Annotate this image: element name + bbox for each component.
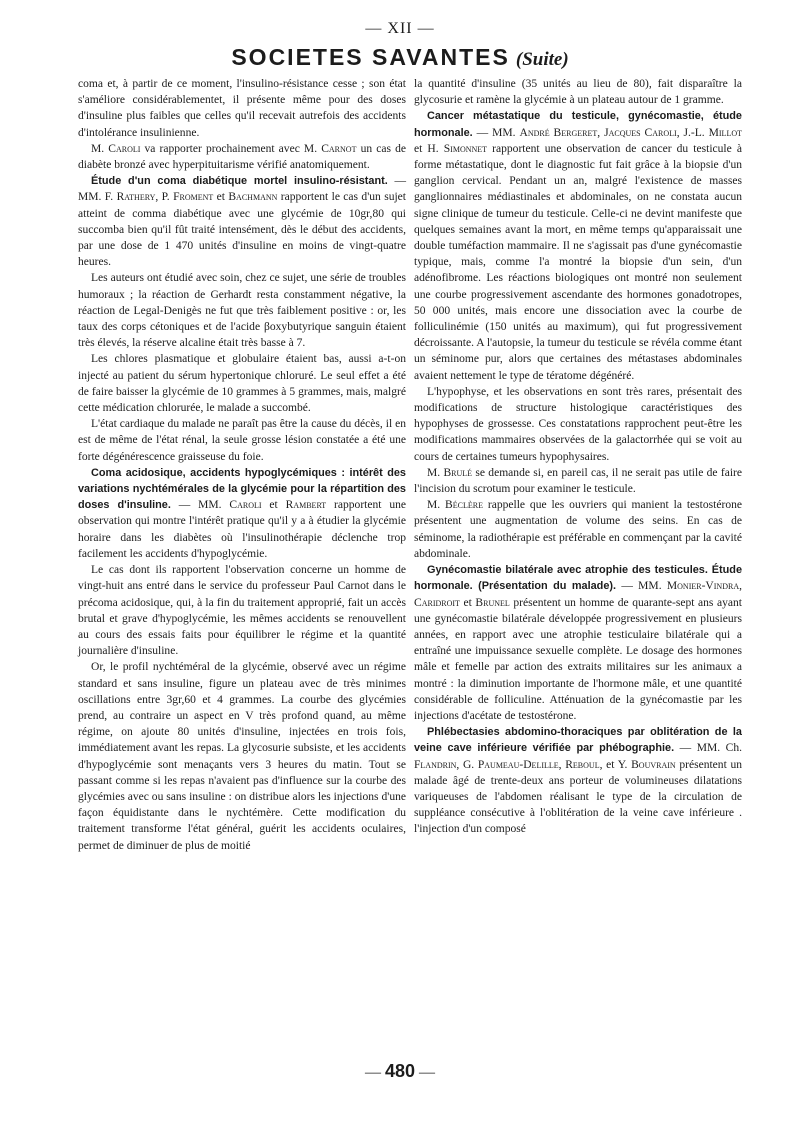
text-run: , G. <box>456 758 478 771</box>
page-number-bottom: — 480 — <box>364 1061 436 1081</box>
paragraph: coma et, à partir de ce moment, l'insulino-résistance cesse ; son état s'améliore considérablementet, il présente même pour des doses d'insuline plus faibles que celles qu'il recevait autrefois des accidents d'intolérance insulinienne. <box>78 78 406 139</box>
article-heading: Gynécomastie bilatérale avec atrophie des testicules. Étude hormonale. (Présentation du malade). <box>414 564 742 593</box>
paragraph <box>414 562 742 724</box>
section-header <box>0 44 800 71</box>
text-run: — MM. <box>616 580 667 593</box>
paragraph: Le cas dont ils rapportent l'observation concerne un homme de vingt-huit ans entré dans le service du professeur Paul Carnot dans le précoma acidosique, qui, à la fin du traitement approprié, fait un accès brutal et grave d'hypoglycémie, les mêmes accidents se renouvellent au cours des essais faits pour équilibrer le régime et la quantité journalière d'insuline. <box>78 564 406 658</box>
paragraph <box>78 173 406 270</box>
paragraph: Les auteurs ont étudié avec soin, chez ce sujet, une série de troubles humoraux ; la réaction de Gerhardt resta constamment négative, la réaction de Legal-Denigès ne fut que très faiblement positive : or, les taux des corps cétoniques et de l'acide βoxybutyrique sanguin étaient très élevés, la réserve alcaline était très basse à 7. <box>78 272 406 350</box>
text-run: rapportent le cas d'un sujet atteint de comma diabétique avec une glycémie de 10gr,80 qui succomba bien qu'il fût traité intensément, dès le début des accidents, par une dose de 1 470 unités d'insuline en moins de vingt-quatre heures. <box>78 191 407 269</box>
author-name: Simonnet <box>443 142 488 155</box>
author-name: Froment <box>173 191 214 204</box>
paragraph <box>414 497 742 562</box>
right-column <box>414 76 742 838</box>
text-run: , J.-L. <box>676 126 709 139</box>
text-run: — MM. F. <box>78 175 406 204</box>
author-name: Caroli <box>108 142 141 155</box>
text-run: et <box>213 191 229 204</box>
author-name: Bachmann <box>228 191 278 204</box>
text-run: présentent un homme de quarante-sept ans ayant une gynécomastie bilatérale développée progressivement en plusieurs années, en rapport avec une atrophie testiculaire bilatérale qui a entraîné une impuissance sexuelle complète. Le dosage des hormones mâle et femelle par action des extraits militaires sur les animaux a montré : la diminution importante de l'hormone mâle, et une quantité considérable de folliculine. Atténuation de la gynécomastie par les injections d'acétate de testostérone. <box>414 596 742 722</box>
article-heading: Cancer métastatique du testicule, gynécomastie, étude hormonale. <box>414 110 742 139</box>
page-number: 480 <box>384 1061 416 1081</box>
author-name: Rambert <box>285 499 327 512</box>
text-run: présentent un malade âgé de trente-deux ans porteur de volumineuses dilatations variqueuses de l'abdomen réalisant le type de la circulation de suppléance consécutive à l'oblitération de la veine cave inférieure . l'injection d'un composé <box>414 758 742 836</box>
text-run: , <box>558 758 566 771</box>
text-run: un cas de diabète bronzé avec hyperpituitarisme vérifié anatomiquement. <box>78 142 406 172</box>
paragraph <box>414 465 742 497</box>
author-name: André Bergeret <box>519 126 598 139</box>
text-run: — MM. <box>472 126 520 139</box>
paragraph <box>78 465 406 562</box>
author-name: Paumeau-Delille <box>477 758 559 771</box>
article-heading: Phlébectasies abdomino-thoraciques par oblitération de la veine cave inférieure vérifiée par phébographie. <box>414 726 742 755</box>
text-run: , P. <box>155 191 174 204</box>
author-name: Flandrin <box>414 758 457 771</box>
author-name: Rathery <box>116 191 156 204</box>
article-heading: Étude d'un coma diabétique mortel insulino-résistant. <box>91 175 388 188</box>
author-name: Monier-Vindra <box>666 580 740 593</box>
left-column <box>78 76 406 854</box>
paragraph <box>414 108 742 383</box>
author-name: Reboul <box>565 758 600 771</box>
paragraph: Or, le profil nychtéméral de la glycémie, observé avec un régime standard et sans insuline, figure un plateau avec de très minimes oscillations entre 3gr,60 et 4 grammes. La courbe des glycémies prend, au contraire un aspect en V très profond quand, au même régime, on ajoute 80 unités d'insuline, injectées en trois fois, immédiatement avant les repas. La glycosurie subsiste, et les accidents d'hypoglycémie sont menaçants vers 3 heures du matin. Tout se passant comme si les repas n'avaient pas d'influence sur la courbe des glycémies avec ou sans insuline : on distribue alors les injections d'une façon équidistante dans le nychtémère. Cette modification du traitement transforme l'état général, guérit les accidents oculaires, permet de diminuer de plus de moitié <box>78 661 406 852</box>
paragraph: L'hypophyse, et les observations en sont très rares, présentait des modifications de structure histologique caractéristiques des hypophyses de grossesse. Ces constatations rapprochent peut-être les modifications mammaires observées de la galactorrhée qui se voit au cours de certaines tumeurs hypophysaires. <box>414 385 742 463</box>
section-suffix: (Suite) <box>515 49 569 70</box>
text-run: — MM. <box>170 499 230 512</box>
text-run: , <box>739 580 742 593</box>
text-run: M. <box>91 142 109 155</box>
author-name: Béclère <box>445 499 483 512</box>
text-run: et <box>261 499 286 512</box>
text-run: rappelle que les ouvriers qui manient la testostérone présentent une augmentation de volume des seins. En cas de séminome, la radiothérapie est préférable en commençant par la cavité abdominale. <box>414 499 742 560</box>
author-name: Caridroit <box>414 596 460 609</box>
text-run: , <box>597 126 605 139</box>
text-run: M. <box>427 466 444 479</box>
paragraph: Les chlores plasmatique et globulaire étaient bas, aussi a-t-on injecté au patient du sérum hypertonique chloruré. Le seul effet a été de faire baisser la glycémie de 10 grammes à 5 grammes, mais, malgré cette médication chlorurée, le malade a succombé. <box>78 353 406 415</box>
text-run: — MM. Ch. <box>674 742 742 755</box>
text-run: rapportent une observation de cancer du testicule à forme métastatique, dont le diagnostic fut fait grâce à la biopsie d'un ganglion cervical. Pendant un an, malgré l'existence de masses ganglionnaires médiastinales et abdominales, on ne constata aucun signe clinique de tumeur du testicule. Celle-ci ne devint manifeste que quelques semaines avant la mort, en même temps qu'apparaissait une double tuméfaction mammaire. Il ne s'agissait pas d'une gynécomastie typique, mais, comme l'a montré la biopsie d'un sein, d'un adénofibrome. Les réactions biologiques ont montré non seulement une courbe progressivement ascendante des hormones gonadotropes, 50 000 unités, mais encore une dissociation avec la courbe de folliculinémie (150 unités au maximum), qui fut progressivement décroissante. A l'autopsie, la tumeur du testicule se révéla comme étant un séminome pur, alors que certaines des métastases abdominales avaient nettement le type de tératome dégénéré. <box>414 142 742 382</box>
text-run: et H. <box>414 142 444 155</box>
paragraph: L'état cardiaque du malade ne paraît pas être la cause du décès, il en est de même de l'état rénal, la seule grosse lésion constatée a été une forte dégénérescence graisseuse du foie. <box>78 418 406 463</box>
text-run: rapportent une observation qui montre l'intérêt pratique qu'il y a à étudier la glycémie horaire dans les diabètes où l'insulinothérapie déclenche trop facilement les accidents d'hypoglycémie. <box>78 499 407 560</box>
author-name: Carnot <box>321 142 357 155</box>
text-run: et <box>459 596 476 609</box>
author-name: Caroli <box>229 499 262 512</box>
paragraph: la quantité d'insuline (35 unités au lieu de 80), fait disparaître la glycosurie et ramène la glycémie à un plateau autour de 1 gramme. <box>414 78 742 107</box>
author-name: Bouvrain <box>631 758 676 771</box>
author-name: Millot <box>708 126 742 139</box>
paragraph <box>78 141 406 173</box>
section-title: SOCIETES SAVANTES <box>231 44 510 70</box>
author-name: Brulé <box>443 466 473 479</box>
article-heading: Coma acidosique, accidents hypoglycémiques : intérêt des variations nychtémérales de la glycémie pour la répartition des doses d'insuline. <box>78 466 406 512</box>
text-run: va rapporter prochainement avec M. <box>140 142 322 155</box>
page-number-top: — XII — <box>365 20 435 37</box>
text-run: se demande si, en pareil cas, il ne serait pas utile de faire l'incision du scrotum pour examiner le testicule. <box>414 466 742 496</box>
author-name: Brunel <box>475 596 510 609</box>
author-name: Jacques Caroli <box>604 126 677 139</box>
text-run: M. <box>427 499 446 512</box>
paragraph <box>414 724 742 837</box>
text-run: , et Y. <box>599 758 632 771</box>
